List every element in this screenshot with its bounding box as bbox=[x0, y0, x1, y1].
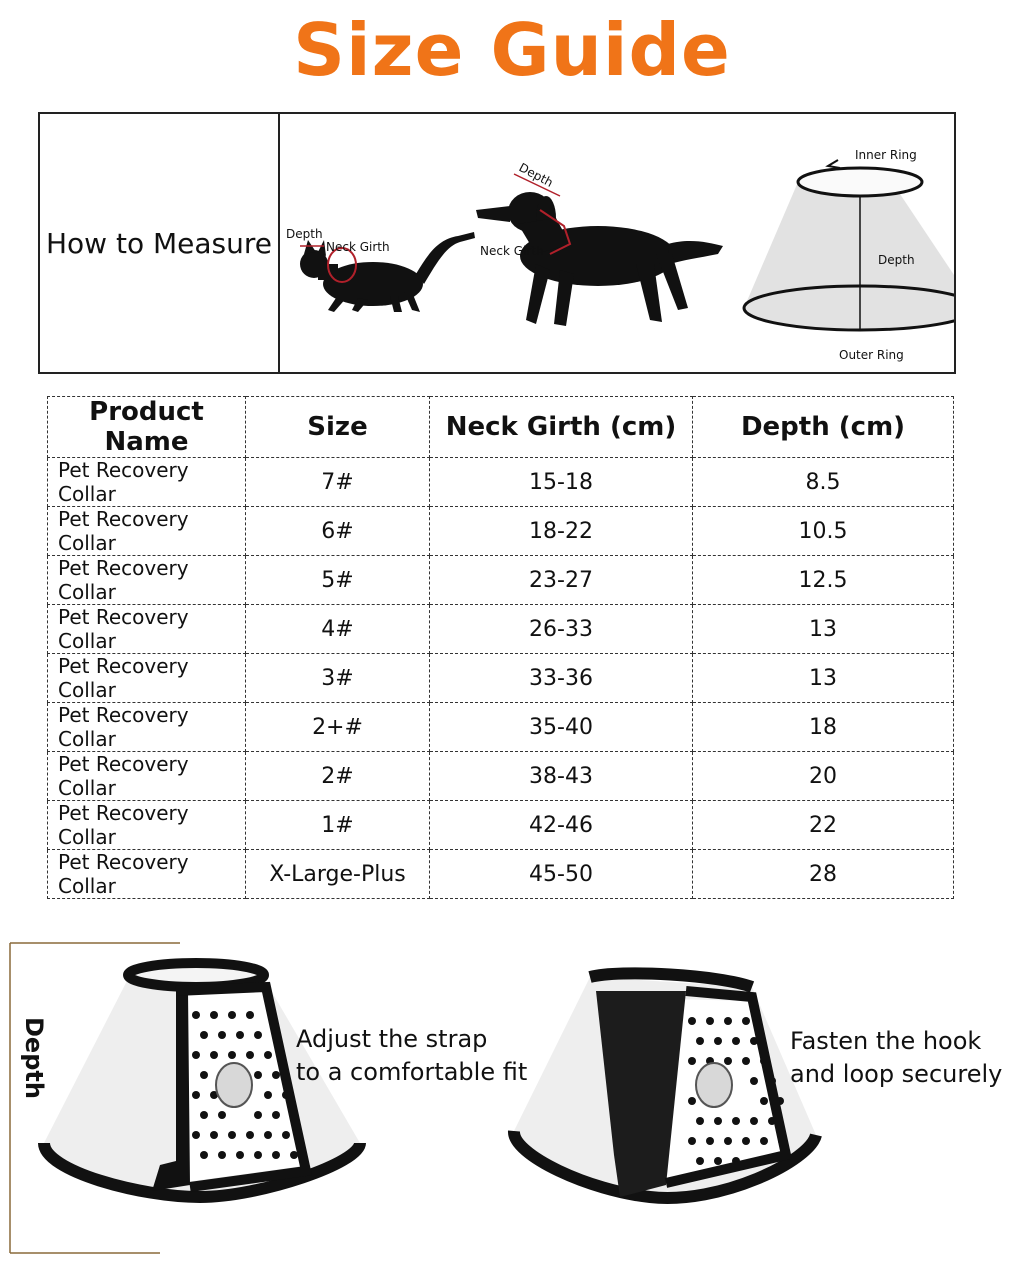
how-to-measure-label-cell bbox=[40, 114, 280, 372]
cell-product-name: Pet Recovery Collar bbox=[48, 458, 246, 507]
cell-size: 2# bbox=[246, 752, 430, 801]
table-row bbox=[48, 556, 954, 605]
cone-outer-ring-label: Outer Ring bbox=[839, 348, 904, 362]
cell-depth: 20 bbox=[693, 752, 954, 801]
cell-depth: 22 bbox=[693, 801, 954, 850]
table-row bbox=[48, 654, 954, 703]
table-row bbox=[48, 752, 954, 801]
how-to-measure-label: How to Measure bbox=[46, 226, 272, 260]
cell-product-name: Pet Recovery Collar bbox=[48, 654, 246, 703]
how-to-measure-panel bbox=[38, 112, 956, 374]
dog-neck-label: Neck Girth bbox=[480, 244, 544, 258]
left-caption-line-2: to a comfortable fit bbox=[296, 1058, 528, 1086]
cell-size: X-Large-Plus bbox=[246, 850, 430, 899]
cell-depth: 12.5 bbox=[693, 556, 954, 605]
header-product-name: Product Name bbox=[48, 397, 246, 458]
cell-depth: 18 bbox=[693, 703, 954, 752]
cell-product-name: Pet Recovery Collar bbox=[48, 752, 246, 801]
header-neck-girth: Neck Girth (cm) bbox=[430, 397, 693, 458]
table-row bbox=[48, 605, 954, 654]
cell-neck-girth: 45-50 bbox=[430, 850, 693, 899]
cell-neck-girth: 42-46 bbox=[430, 801, 693, 850]
table-row bbox=[48, 507, 954, 556]
cell-neck-girth: 33-36 bbox=[430, 654, 693, 703]
table-header-row bbox=[48, 397, 954, 458]
cell-neck-girth: 15-18 bbox=[430, 458, 693, 507]
cell-size: 4# bbox=[246, 605, 430, 654]
cat-depth-label: Depth bbox=[286, 227, 323, 241]
cell-size: 6# bbox=[246, 507, 430, 556]
cell-neck-girth: 38-43 bbox=[430, 752, 693, 801]
cell-size: 2+# bbox=[246, 703, 430, 752]
cell-size: 1# bbox=[246, 801, 430, 850]
cell-neck-girth: 35-40 bbox=[430, 703, 693, 752]
cone-diagram-icon bbox=[744, 160, 954, 330]
collar-photos-section bbox=[0, 935, 1024, 1265]
header-depth: Depth (cm) bbox=[693, 397, 954, 458]
table-row bbox=[48, 703, 954, 752]
cell-size: 7# bbox=[246, 458, 430, 507]
table-row bbox=[48, 850, 954, 899]
cell-depth: 10.5 bbox=[693, 507, 954, 556]
cell-neck-girth: 23-27 bbox=[430, 556, 693, 605]
cat-neck-label: Neck Girth bbox=[326, 240, 390, 254]
left-caption bbox=[296, 1023, 527, 1089]
dog-depth-label: Depth bbox=[516, 160, 556, 190]
header-size: Size bbox=[246, 397, 430, 458]
cell-product-name: Pet Recovery Collar bbox=[48, 850, 246, 899]
cone-depth-label: Depth bbox=[878, 253, 915, 267]
cell-size: 5# bbox=[246, 556, 430, 605]
table-row bbox=[48, 458, 954, 507]
right-caption bbox=[790, 1025, 1002, 1091]
right-collar-photo-icon bbox=[514, 973, 816, 1198]
size-table bbox=[47, 396, 954, 899]
page-title: Size Guide bbox=[293, 8, 731, 92]
cone-inner-ring-label: Inner Ring bbox=[855, 148, 917, 162]
table-row bbox=[48, 801, 954, 850]
cell-depth: 13 bbox=[693, 654, 954, 703]
left-caption-line-1: Adjust the strap bbox=[296, 1025, 488, 1053]
dog-silhouette-icon bbox=[476, 192, 723, 326]
cell-product-name: Pet Recovery Collar bbox=[48, 556, 246, 605]
cell-depth: 13 bbox=[693, 605, 954, 654]
cell-product-name: Pet Recovery Collar bbox=[48, 507, 246, 556]
depth-vertical-label-box bbox=[10, 1017, 54, 1107]
cell-size: 3# bbox=[246, 654, 430, 703]
cell-neck-girth: 26-33 bbox=[430, 605, 693, 654]
cell-product-name: Pet Recovery Collar bbox=[48, 605, 246, 654]
depth-vertical-label: Depth bbox=[20, 1017, 48, 1099]
cell-product-name: Pet Recovery Collar bbox=[48, 801, 246, 850]
cell-depth: 28 bbox=[693, 850, 954, 899]
measure-illustrations bbox=[278, 114, 954, 372]
cell-product-name: Pet Recovery Collar bbox=[48, 703, 246, 752]
cell-depth: 8.5 bbox=[693, 458, 954, 507]
right-caption-line-1: Fasten the hook bbox=[790, 1027, 982, 1055]
cell-neck-girth: 18-22 bbox=[430, 507, 693, 556]
right-caption-line-2: and loop securely bbox=[790, 1060, 1003, 1088]
